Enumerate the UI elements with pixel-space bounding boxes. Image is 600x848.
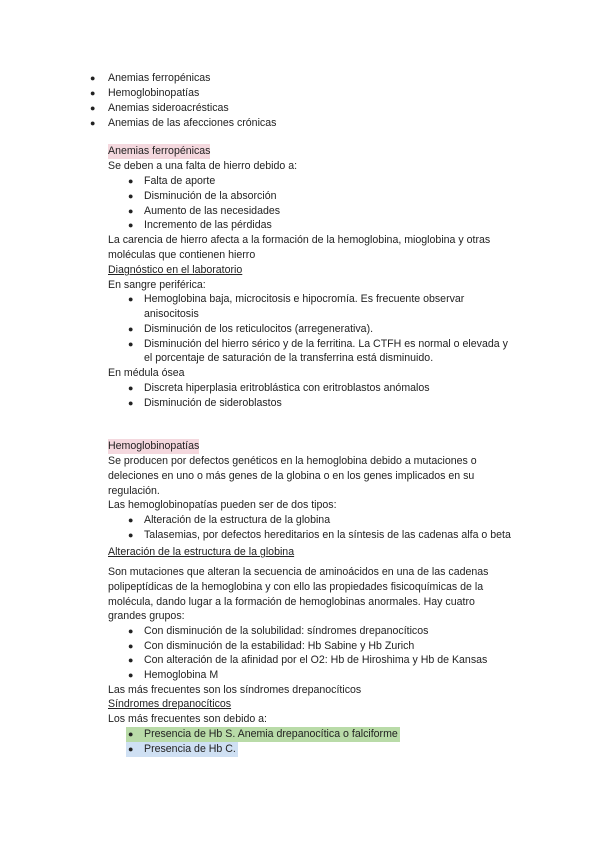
paragraph: Son mutaciones que alteran la secuencia de aminoácidos en una de las cadenas — [108, 566, 489, 578]
bullet: ● — [128, 626, 134, 636]
highlighted-list-item-hbs: Presencia de Hb S. Anemia drepanocítica o falciforme — [126, 727, 400, 742]
list-item: Incremento de las pérdidas — [144, 219, 272, 231]
subheading-diagnostico: Diagnóstico en el laboratorio — [108, 264, 243, 276]
bullet: ● — [128, 324, 134, 334]
section-heading-ferropenicas: Anemias ferropénicas — [108, 145, 211, 157]
bullet: ● — [128, 191, 134, 201]
paragraph: grandes grupos: — [108, 610, 185, 622]
list-item: Disminución del hierro sérico y de la ferritina. La CTFH es normal o elevada y — [144, 338, 508, 350]
intro-item: Anemias ferropénicas — [108, 72, 211, 84]
paragraph: moléculas que contienen hierro — [108, 249, 256, 261]
bullet: ● — [90, 118, 96, 128]
bullet: ● — [128, 515, 134, 525]
bullet: ● — [128, 729, 134, 739]
bullet: ● — [128, 641, 134, 651]
paragraph: En médula ósea — [108, 367, 185, 379]
list-item: Hemoglobina baja, microcitosis e hipocromía. Es frecuente observar — [144, 293, 465, 305]
paragraph: regulación. — [108, 485, 160, 497]
subheading-alteracion: Alteración de la estructura de la globina — [108, 546, 295, 558]
paragraph: deleciones en uno o más genes de la globina o en los genes implicados en su — [108, 470, 475, 482]
list-item: Con alteración de la afinidad por el O2: Hb de Hiroshima y Hb de Kansas — [144, 654, 488, 666]
paragraph: La carencia de hierro afecta a la formación de la hemoglobina, mioglobina y otras — [108, 234, 491, 246]
paragraph: Los más frecuentes son debido a: — [108, 713, 268, 725]
list-item: Falta de aporte — [144, 175, 216, 187]
bullet: ● — [128, 339, 134, 349]
bullet: ● — [128, 176, 134, 186]
subheading-sindromes: Síndromes drepanocíticos — [108, 698, 232, 710]
list-item: Discreta hiperplasia eritroblástica con eritroblastos anómalos — [144, 382, 430, 394]
paragraph: Se producen por defectos genéticos en la hemoglobina debido a mutaciones o — [108, 455, 477, 467]
paragraph: Las más frecuentes son los síndromes drepanocíticos — [108, 684, 362, 696]
bullet: ● — [128, 294, 134, 304]
paragraph: Las hemoglobinopatías pueden ser de dos tipos: — [108, 499, 337, 511]
bullet: ● — [128, 206, 134, 216]
list-item: Disminución de sideroblastos — [144, 397, 282, 409]
list-item: Con disminución de la solubilidad: síndromes drepanocíticos — [144, 625, 429, 637]
bullet: ● — [128, 744, 134, 754]
bullet: ● — [128, 220, 134, 230]
intro-item: Anemias sideroacrésticas — [108, 102, 229, 114]
list-item-cont: anisocitosis — [144, 308, 199, 320]
bullet: ● — [90, 73, 96, 83]
paragraph: En sangre periférica: — [108, 279, 206, 291]
bullet: ● — [90, 88, 96, 98]
section-heading-hemoglobinopatias: Hemoglobinopatías — [108, 440, 200, 452]
paragraph: Se deben a una falta de hierro debido a: — [108, 160, 298, 172]
bullet: ● — [128, 398, 134, 408]
paragraph: polipeptídicas de la hemoglobina y con ello las propiedades fisicoquímicas de la — [108, 581, 484, 593]
highlighted-list-item-hbc: Presencia de Hb C. — [126, 742, 238, 757]
list-item: Disminución de la absorción — [144, 190, 277, 202]
bullet: ● — [128, 655, 134, 665]
bullet: ● — [90, 103, 96, 113]
list-item: Hemoglobina M — [144, 669, 219, 681]
bullet: ● — [128, 670, 134, 680]
intro-item: Hemoglobinopatías — [108, 87, 200, 99]
list-item: Con disminución de la estabilidad: Hb Sabine y Hb Zurich — [144, 640, 415, 652]
list-item: Aumento de las necesidades — [144, 205, 281, 217]
list-item: Disminución de los reticulocitos (arregenerativa). — [144, 323, 374, 335]
paragraph: molécula, dando lugar a la formación de hemoglobinas anormales. Hay cuatro — [108, 596, 475, 608]
bullet: ● — [128, 383, 134, 393]
bullet: ● — [128, 530, 134, 540]
list-item: Alteración de la estructura de la globina — [144, 514, 331, 526]
list-item: Talasemias, por defectos hereditarios en la síntesis de las cadenas alfa o beta — [144, 529, 511, 541]
list-item-cont: el porcentaje de saturación de la transferrina está disminuido. — [144, 352, 434, 364]
intro-item: Anemias de las afecciones crónicas — [108, 117, 277, 129]
